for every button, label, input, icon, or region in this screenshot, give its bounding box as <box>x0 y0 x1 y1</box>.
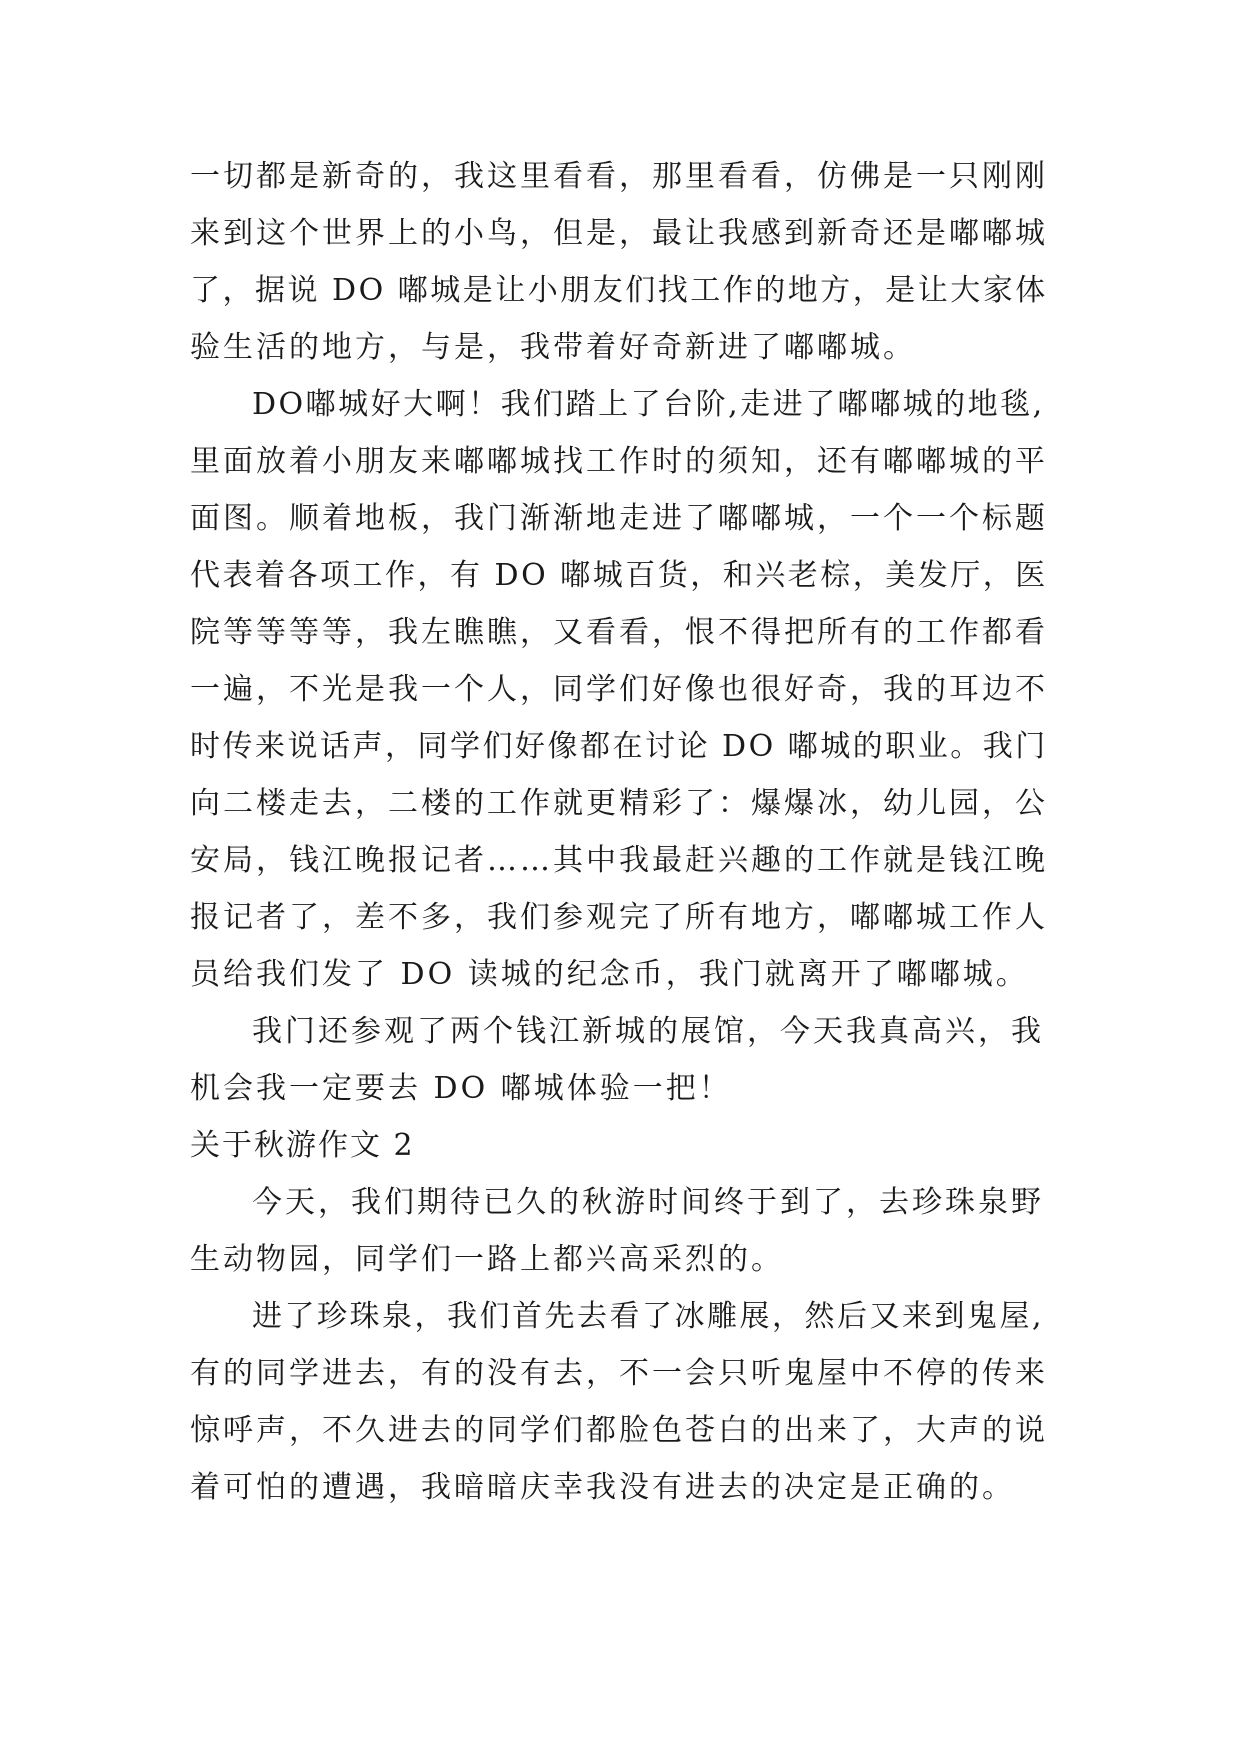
text-line: 里面放着小朋友来嘟嘟城找工作时的须知，还有嘟嘟城的平 <box>190 444 1048 479</box>
section-heading: 关于秋游作文 2 <box>190 1128 415 1163</box>
text-line: 一切都是新奇的，我这里看看，那里看看，仿佛是一只刚刚 <box>190 159 1048 194</box>
text-line: 一遍，不光是我一个人，同学们好像也很好奇，我的耳边不 <box>190 672 1048 707</box>
text-line: 员给我们发了 DO 读城的纪念币，我门就离开了嘟嘟城。 <box>190 957 1029 992</box>
text-line: 报记者了，差不多，我们参观完了所有地方，嘟嘟城工作人 <box>190 900 1048 935</box>
text-line: 时传来说话声，同学们好像都在讨论 DO 嘟城的职业。我门 <box>190 729 1048 764</box>
paragraph <box>190 1174 1050 1288</box>
text-line: 院等等等等，我左瞧瞧，又看看，恨不得把所有的工作都看 <box>190 615 1048 650</box>
paragraph <box>190 376 1050 1003</box>
text-line: 验生活的地方，与是，我带着好奇新进了嘟嘟城。 <box>190 330 916 365</box>
text-line: 面图。顺着地板，我门渐渐地走进了嘟嘟城，一个一个标题 <box>190 501 1048 536</box>
text-line: 机会我一定要去 DO 嘟城体验一把！ <box>190 1071 732 1106</box>
paragraph <box>190 148 1050 376</box>
document-page <box>190 148 1050 1516</box>
text-line: 今天，我们期待已久的秋游时间终于到了，去珍珠泉野 <box>252 1185 1044 1220</box>
text-line: 惊呼声，不久进去的同学们都脸色苍白的出来了，大声的说 <box>190 1413 1048 1448</box>
text-line: 进了珍珠泉，我们首先去看了冰雕展，然后又来到鬼屋, <box>252 1299 1045 1334</box>
paragraph <box>190 1003 1050 1117</box>
text-line: 有的同学进去，有的没有去，不一会只听鬼屋中不停的传来 <box>190 1356 1048 1391</box>
text-line: 来到这个世界上的小鸟，但是，最让我感到新奇还是嘟嘟城 <box>190 216 1048 251</box>
text-line: 我门还参观了两个钱江新城的展馆，今天我真高兴，我 <box>252 1014 1044 1049</box>
text-line: 了，据说 DO 嘟城是让小朋友们找工作的地方，是让大家体 <box>190 273 1048 308</box>
text-line: DO嘟城好大啊！我们踏上了台阶,走进了嘟嘟城的地毯, <box>252 387 1045 422</box>
text-line: 向二楼走去，二楼的工作就更精彩了：爆爆冰，幼儿园，公 <box>190 786 1048 821</box>
text-line: 安局，钱江晚报记者……其中我最赶兴趣的工作就是钱江晚 <box>190 843 1048 878</box>
text-line: 代表着各项工作，有 DO 嘟城百货，和兴老棕，美发厅，医 <box>190 558 1048 593</box>
text-line: 着可怕的遭遇，我暗暗庆幸我没有进去的决定是正确的。 <box>190 1470 1015 1505</box>
paragraph <box>190 1288 1050 1516</box>
text-line: 生动物园，同学们一路上都兴高采烈的。 <box>190 1242 784 1277</box>
